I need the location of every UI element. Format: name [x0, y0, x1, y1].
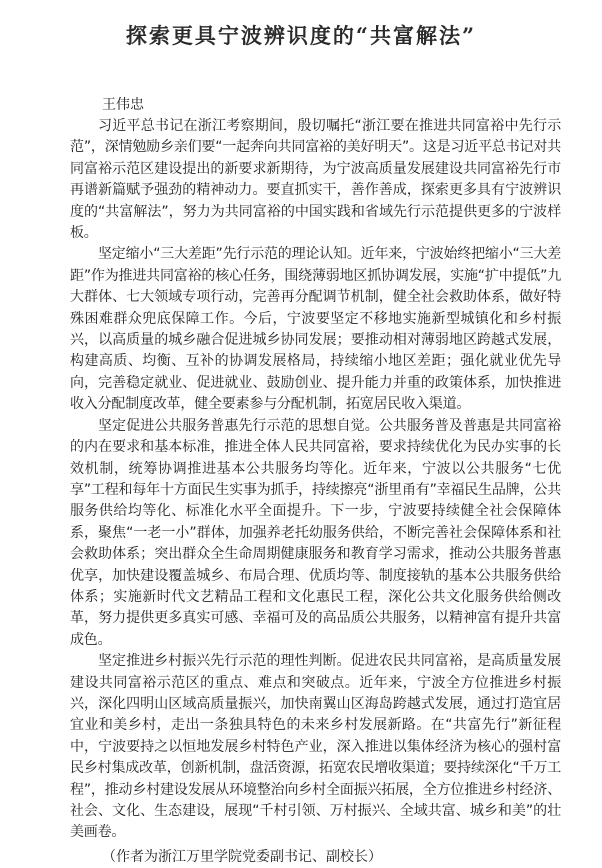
paragraph: 习近平总书记在浙江考察期间，殷切嘱托“浙江要在推进共同富裕中先行示范”，深情勉励乡亲们要“一起奔向共同富裕的美好明天”。这是习近平总书记对共同富裕示范区建设提出的新要求新期待，为宁波高质量发展建设共同富裕先行市再谱新篇赋予强劲的精神动力。要直抓实干，善作善成，探索更多具有宁波辨识度的“共富解法”，努力为共同富裕的中国实践和省域先行示范提供更多的宁波样板。 — [70, 118, 561, 242]
paragraph: 坚定缩小“三大差距”先行示范的理论认知。近年来，宁波始终把缩小“三大差距”作为推进共同富裕的核心任务，围绕薄弱地区抓协调发展，实施“扩中提低”九大群体、七大领域专项行动，完善再分配调节机制，健全社会救助体系，做好特殊困难群众兜底保障工作。今后，宁波要坚定不移地实施新型城镇化和乡村振兴，以高质量的城乡融合促进城乡协同发展；要推动相对薄弱地区跨越式发展，构建高质、均衡、互补的协调发展格局，持续缩小地区差距；强化就业优先导向，完善稳定就业、促进就业、鼓励创业、提升能力并重的政策体系，加快推进收入分配制度改革，健全要素参与分配机制，拓宽居民收入渠道。 — [70, 246, 561, 413]
paragraph: 坚定推进乡村振兴先行示范的理性判断。促进农民共同富裕，是高质量发展建设共同富裕示范区的重点、难点和突破点。近年来，宁波全方位推进乡村振兴，深化四明山区域高质量振兴，加快南翼山区海岛跨越式发展，通过打造宜居宜业和美乡村，走出一条独具特色的未来乡村发展新路。在“共富先行”新征程中，宁波要持之以恒地发展乡村特色产业，深入推进以集体经济为核心的强村富民乡村集成改革，创新机制，盘活资源，拓宽农民增收渠道；要持续深化“千万工程”，推动乡村建设发展从环境整治向乡村全面振兴拓展，全方位推进乡村经济、社会、文化、生态建设，展现“千村引领、万村振兴、全域共富、城乡和美”的壮美画卷。 — [70, 653, 561, 841]
author-byline: （作者为浙江万里学院党委副书记、副校长） — [102, 848, 382, 865]
paragraph: 坚定促进公共服务普惠先行示范的思想自觉。公共服务普及普惠是共同富裕的内在要求和基本标准，推进全体人民共同富裕，要求持续优化为民办实事的长效机制，统筹协调推进基本公共服务均等化。近年来，宁波以公共服务“七优享”工程和每年十方面民生实事为抓手，持续擦亮“浙里甬有”幸福民生品牌，公共服务供给均等化、标准化水平全面提升。下一步，宁波要持续健全社会保障体系，聚焦“一老一小”群体，加强养老托幼服务供给，不断完善社会保障体系和社会救助体系；突出群众全生命周期健康服务和教育学习需求，推动公共服务普惠优享，加快建设覆盖城乡、布局合理、优质均等、制度接轨的基本公共服务供给体系；实施新时代文艺精品工程和文化惠民工程，深化公共文化服务供给侧改革，努力提供更多真实可感、幸福可及的高品质公共服务，以精神富有提升共富成色。 — [70, 417, 561, 648]
article-body — [70, 94, 561, 868]
author-name: 王伟忠 — [102, 97, 144, 113]
article-title: 探索更具宁波辨识度的“共富解法” — [125, 23, 477, 48]
